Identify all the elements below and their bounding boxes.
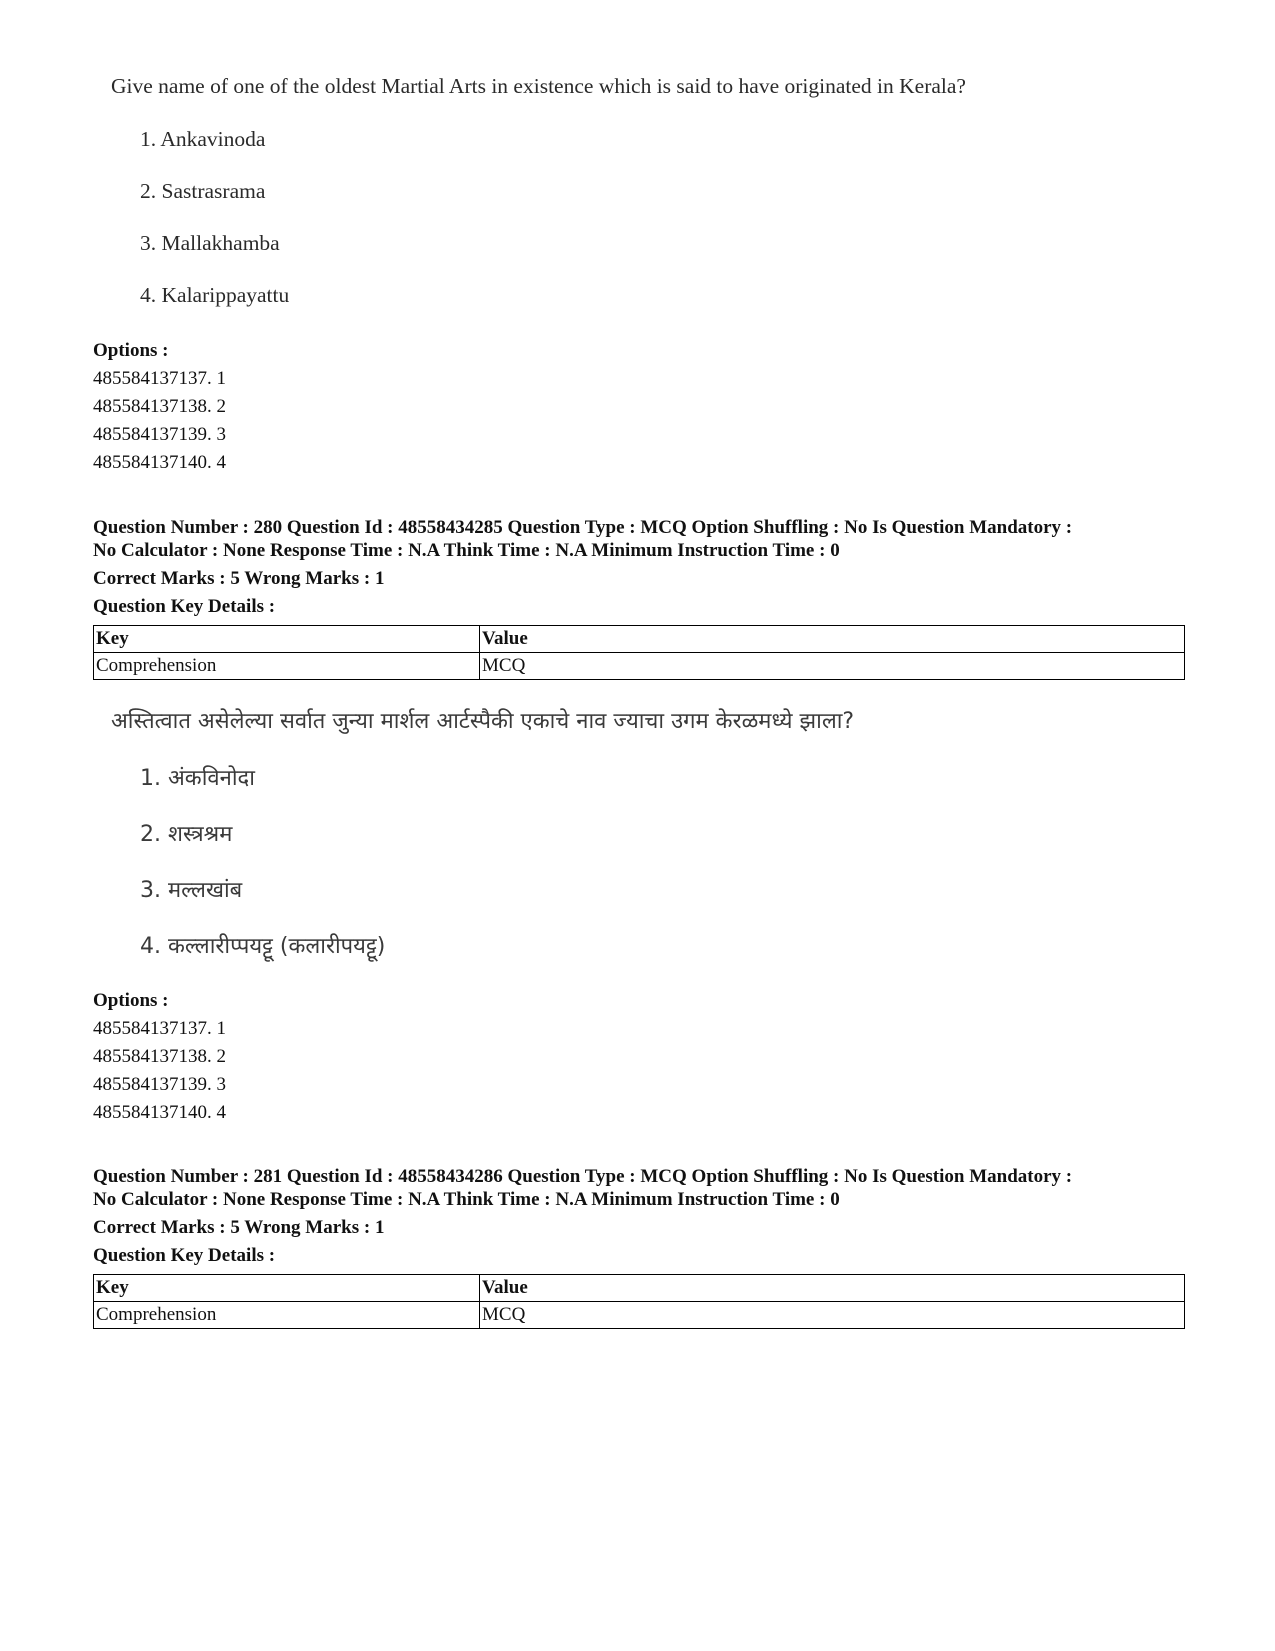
choice-1: 1. Ankavinoda (140, 127, 266, 151)
key-details-label: Question Key Details : (93, 596, 276, 617)
table-row (94, 1302, 1185, 1329)
key-details-label-281: Question Key Details : (93, 1245, 276, 1266)
choice-4: 4. Kalarippayattu (140, 283, 290, 307)
choice-1-marathi: 1. अंकविनोदा (140, 766, 255, 791)
table-cell-value: MCQ (480, 653, 1185, 680)
option-id-2-2: 485584137138. 2 (93, 1046, 226, 1067)
key-value-table-281 (93, 1274, 1185, 1329)
option-id-3-2: 485584137139. 3 (93, 1074, 226, 1095)
table-cell-value: MCQ (480, 1302, 1185, 1329)
option-id-4: 485584137140. 4 (93, 452, 226, 473)
choice-3: 3. Mallakhamba (140, 231, 280, 255)
question-meta-line1: Question Number : 280 Question Id : 48558434285 Question Type : MCQ Option Shuffling : No Is Question Mandatory : (93, 517, 1073, 538)
options-label-2: Options : (93, 990, 169, 1011)
question-meta-line1-281: Question Number : 281 Question Id : 48558434286 Question Type : MCQ Option Shuffling : No Is Question Mandatory : (93, 1166, 1073, 1187)
marks-line: Correct Marks : 5 Wrong Marks : 1 (93, 568, 385, 589)
option-id-2: 485584137138. 2 (93, 396, 226, 417)
option-id-1: 485584137137. 1 (93, 368, 226, 389)
key-value-table (93, 625, 1185, 680)
option-id-4-2: 485584137140. 4 (93, 1102, 226, 1123)
choice-4-marathi: 4. कल्लारीप्पयट्टू (कलारीपयट्टू) (140, 934, 386, 959)
question-text-english: Give name of one of the oldest Martial Arts in existence which is said to have originated in Kerala? (111, 74, 966, 98)
table-header-value: Value (480, 626, 1185, 653)
question-text-marathi: अस्तित्वात असेलेल्या सर्वात जुन्या मार्शल आर्टस्पैकी एकाचे नाव ज्याचा उगम केरळमध्ये झाला? (111, 709, 855, 734)
table-header-row (94, 626, 1185, 653)
choice-3-marathi: 3. मल्लखांब (140, 878, 243, 903)
table-row (94, 653, 1185, 680)
marks-line-281: Correct Marks : 5 Wrong Marks : 1 (93, 1217, 385, 1238)
table-cell-key: Comprehension (94, 1302, 480, 1329)
table-header-key: Key (94, 626, 480, 653)
question-meta-line2: No Calculator : None Response Time : N.A Think Time : N.A Minimum Instruction Time : 0 (93, 540, 840, 561)
choice-2: 2. Sastrasrama (140, 179, 266, 203)
table-header-row (94, 1275, 1185, 1302)
table-cell-key: Comprehension (94, 653, 480, 680)
table-header-key: Key (94, 1275, 480, 1302)
options-label: Options : (93, 340, 169, 361)
option-id-1-2: 485584137137. 1 (93, 1018, 226, 1039)
choice-2-marathi: 2. शस्त्रश्रम (140, 822, 233, 847)
question-meta-line2-281: No Calculator : None Response Time : N.A Think Time : N.A Minimum Instruction Time : 0 (93, 1189, 840, 1210)
table-header-value: Value (480, 1275, 1185, 1302)
option-id-3: 485584137139. 3 (93, 424, 226, 445)
